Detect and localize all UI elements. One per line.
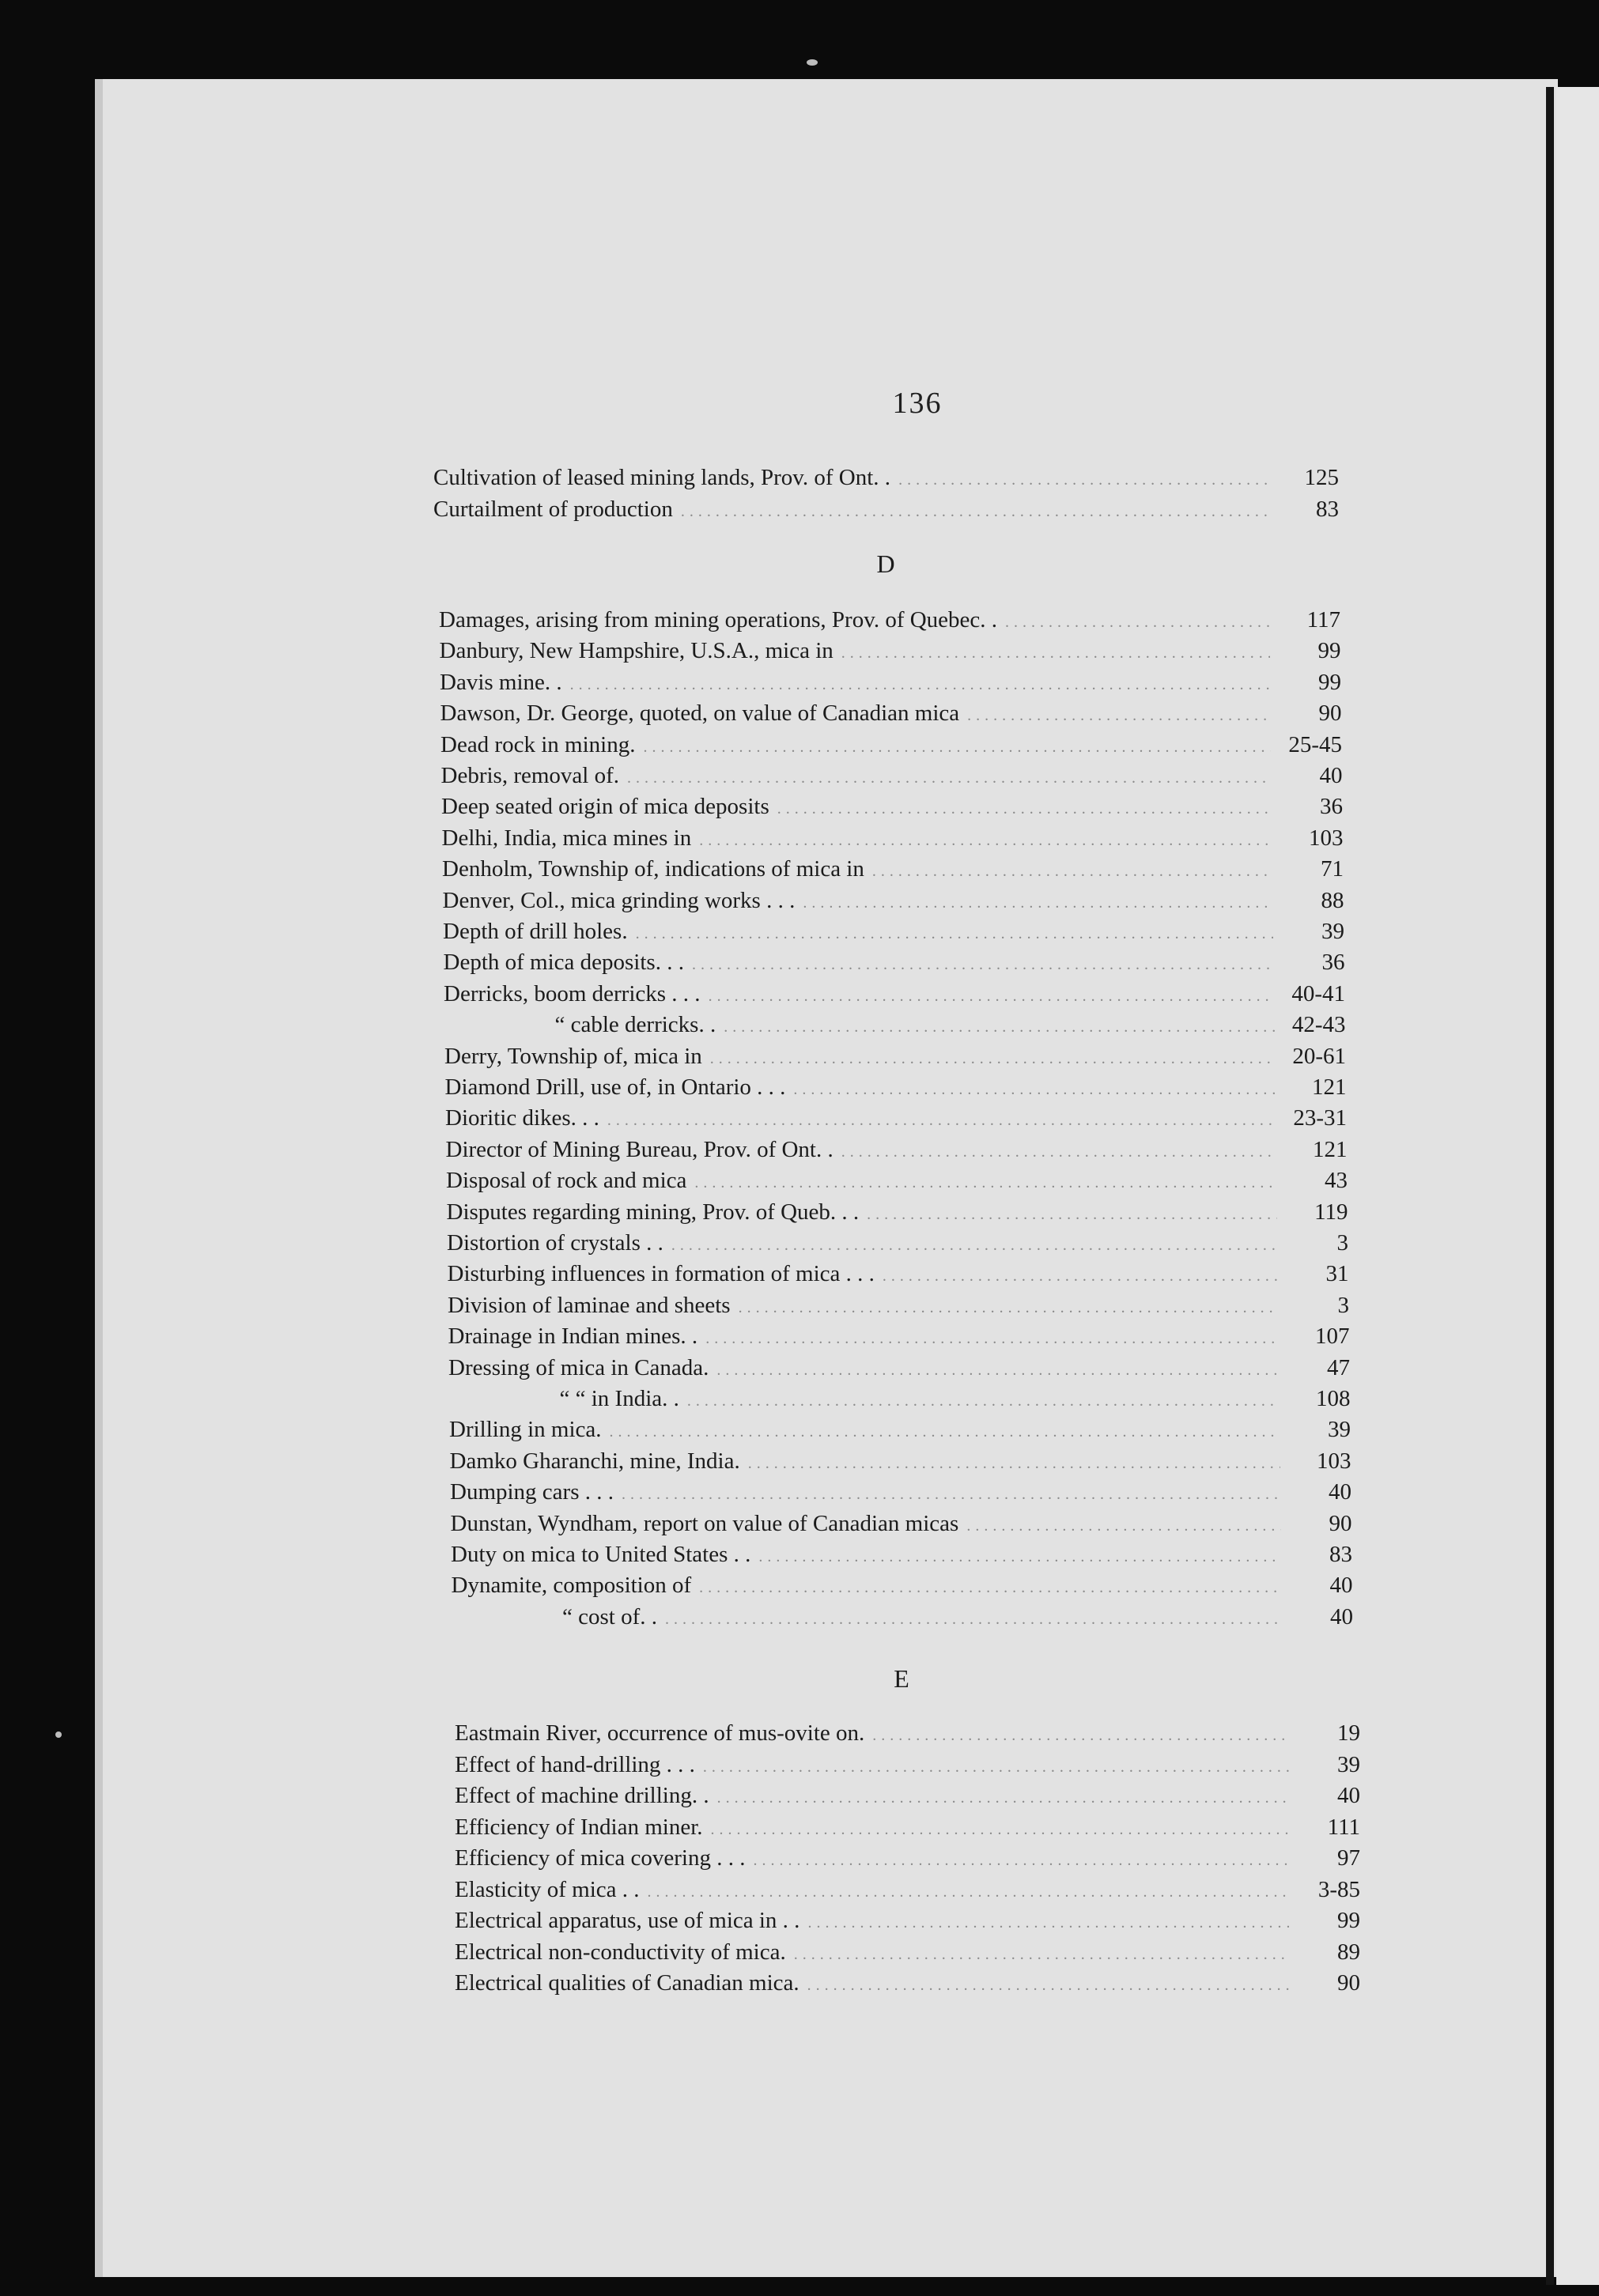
entry-label: Effect of hand-drilling . . . — [455, 1751, 695, 1777]
entry-page-ref: 40 — [1337, 1783, 1360, 1808]
index-entry — [443, 886, 1344, 916]
entry-page-ref: 39 — [1337, 1751, 1360, 1777]
dot-leader — [803, 888, 1272, 918]
dot-leader — [687, 1386, 1280, 1416]
entry-page-ref: 36 — [1321, 950, 1345, 976]
index-entry — [442, 823, 1344, 853]
entry-page-ref: 117 — [1306, 607, 1340, 633]
entry-page-ref: 36 — [1320, 794, 1343, 820]
dot-leader — [841, 1137, 1276, 1167]
index-entry — [455, 1875, 1360, 1905]
dot-leader — [699, 825, 1272, 855]
dot-leader — [681, 497, 1268, 527]
dot-leader — [610, 1417, 1280, 1447]
dot-leader — [699, 1573, 1281, 1603]
entry-page-ref: 40 — [1329, 1479, 1351, 1505]
dot-leader — [1005, 607, 1269, 637]
index-entry — [444, 979, 1345, 1009]
dot-leader — [648, 1877, 1289, 1907]
dot-leader — [883, 1261, 1278, 1291]
dot-leader — [793, 1074, 1275, 1105]
index-entry — [455, 1937, 1360, 1967]
dot-leader — [570, 670, 1270, 700]
entry-page-ref: 40-41 — [1291, 980, 1345, 1006]
index-entry — [455, 1750, 1360, 1780]
dot-leader — [627, 763, 1272, 793]
entry-page-ref: 3 — [1337, 1292, 1349, 1318]
index-entry — [451, 1509, 1352, 1539]
dot-leader — [607, 1105, 1276, 1135]
entry-label: Disturbing influences in formation of mica . . . — [447, 1261, 875, 1287]
entry-page-ref: 111 — [1327, 1814, 1360, 1840]
entry-label: Debris, removal of. — [440, 763, 619, 788]
entry-label: Depth of drill holes. — [443, 919, 628, 944]
entry-label: Distortion of crystals . . — [447, 1230, 663, 1256]
index-entry — [450, 1477, 1351, 1507]
index-entry — [444, 1010, 1346, 1040]
dot-leader — [872, 1720, 1289, 1750]
entry-label: Disputes regarding mining, Prov. of Queb. . . — [446, 1199, 860, 1225]
index-entry — [448, 1290, 1349, 1320]
entry-label: Derry, Township of, mica in — [444, 1043, 702, 1069]
entry-label: Efficiency of mica covering . . . — [455, 1845, 746, 1871]
entry-label: Electrical qualities of Canadian mica. — [455, 1970, 800, 1996]
entry-label: Electrical apparatus, use of mica in . . — [455, 1908, 800, 1933]
entry-label: Delhi, India, mica mines in — [441, 825, 692, 851]
entry-page-ref: 43 — [1325, 1168, 1348, 1194]
index-entry — [451, 1539, 1352, 1569]
index-entry — [448, 1353, 1350, 1383]
entry-page-ref: 25-45 — [1288, 731, 1342, 757]
entry-label: Davis mine. . — [440, 669, 562, 695]
index-entry — [449, 1414, 1351, 1444]
index-entry — [448, 1321, 1350, 1351]
dot-leader — [643, 732, 1271, 762]
entry-page-ref: 99 — [1337, 1908, 1360, 1933]
entry-page-ref: 83 — [1329, 1542, 1352, 1567]
dot-leader — [739, 1293, 1278, 1323]
entry-label: Director of Mining Bureau, Prov. of Ont. . — [445, 1136, 834, 1162]
entry-page-ref: 3 — [1336, 1230, 1348, 1256]
entry-label: Elasticity of mica . . — [455, 1876, 640, 1902]
entry-page-ref: 39 — [1321, 919, 1344, 944]
index-entry — [444, 947, 1345, 977]
entry-page-ref: 119 — [1314, 1199, 1348, 1225]
scan-speck — [807, 59, 818, 66]
entry-label: Dunstan, Wyndham, report on value of Canadian micas — [450, 1510, 959, 1536]
entry-label: Danbury, New Hampshire, U.S.A., mica in — [439, 638, 834, 664]
entry-label: Damko Gharanchi, mine, India. — [449, 1448, 740, 1474]
entry-page-ref: 23-31 — [1293, 1105, 1347, 1131]
entry-page-ref: 88 — [1321, 887, 1344, 913]
entry-page-ref: 71 — [1321, 856, 1344, 882]
entry-label: Denver, Col., mica grinding works . . . — [442, 887, 796, 913]
entry-label: Derricks, boom derricks . . . — [444, 980, 701, 1006]
entry-page-ref: 103 — [1317, 1448, 1351, 1474]
page-gutter — [1546, 87, 1554, 2285]
dot-leader — [717, 1783, 1289, 1813]
entry-page-ref: 40 — [1329, 1573, 1353, 1599]
dot-leader — [716, 1355, 1279, 1385]
entry-label: “ “ in India. . — [559, 1386, 679, 1411]
entry-page-ref: 103 — [1309, 825, 1344, 851]
dot-leader — [671, 1230, 1277, 1260]
entry-label: “ cable derricks. . — [554, 1012, 716, 1038]
index-entry — [452, 1570, 1353, 1600]
dot-leader — [872, 856, 1272, 886]
index-entry — [452, 1602, 1353, 1632]
index-entry — [443, 916, 1344, 946]
entry-page-ref: 20-61 — [1292, 1043, 1346, 1069]
entry-label: Division of laminae and sheets — [448, 1292, 731, 1318]
dot-leader — [777, 794, 1272, 824]
entry-label: Dead rock in mining. — [440, 731, 636, 757]
index-entry — [455, 1843, 1360, 1873]
index-entry — [447, 1197, 1348, 1227]
entry-page-ref: 31 — [1325, 1261, 1349, 1287]
entry-label: Denholm, Township of, indications of mica in — [442, 856, 864, 882]
dot-leader — [966, 1511, 1280, 1541]
entry-label: Drainage in Indian mines. . — [448, 1324, 698, 1350]
entry-label: Duty on mica to United States . . — [451, 1542, 751, 1567]
section-letter: D — [876, 549, 895, 578]
entry-page-ref: 97 — [1337, 1845, 1360, 1871]
entry-page-ref: 107 — [1315, 1324, 1350, 1350]
entry-page-ref: 47 — [1327, 1354, 1350, 1380]
entry-page-ref: 108 — [1316, 1386, 1351, 1411]
entry-label: Dioritic dikes. . . — [445, 1105, 599, 1131]
entry-label: Diamond Drill, use of, in Ontario . . . — [444, 1074, 786, 1100]
section-letter: E — [894, 1664, 909, 1693]
index-entry — [455, 1781, 1360, 1811]
dot-leader — [636, 919, 1273, 949]
entry-label: Effect of machine drilling. . — [455, 1783, 709, 1808]
entry-label: Cultivation of leased mining lands, Prov. of Ont. . — [433, 465, 891, 490]
page-number: 136 — [892, 387, 943, 420]
dot-leader — [665, 1604, 1282, 1634]
dot-leader — [705, 1324, 1278, 1354]
dot-leader — [748, 1448, 1280, 1478]
index-entry — [447, 1228, 1348, 1258]
entry-page-ref: 121 — [1312, 1074, 1347, 1100]
index-entry — [440, 698, 1342, 728]
dot-leader — [867, 1199, 1276, 1229]
dot-leader — [709, 981, 1274, 1011]
entry-label: Depth of mica deposits. . . — [443, 950, 684, 976]
entry-label: Electrical non-conductivity of mica. — [455, 1939, 786, 1965]
index-entry — [441, 791, 1343, 821]
dot-leader — [692, 950, 1274, 980]
dot-leader — [794, 1939, 1289, 1969]
index-entry — [442, 854, 1344, 884]
index-entry — [455, 1968, 1360, 1998]
dot-leader — [753, 1845, 1289, 1875]
entry-label: Deep seated origin of mica deposits — [441, 794, 769, 820]
index-entry — [439, 605, 1340, 635]
index-entry — [446, 1165, 1348, 1195]
entry-page-ref: 121 — [1313, 1136, 1348, 1162]
index-entry — [441, 761, 1343, 791]
entry-page-ref: 90 — [1337, 1970, 1360, 1996]
entry-label: “ cost of. . — [562, 1603, 657, 1629]
index-entry — [433, 494, 1339, 524]
entry-label: Curtailment of production — [433, 497, 673, 522]
dot-leader — [711, 1815, 1289, 1845]
index-entry — [440, 636, 1341, 666]
index-entry — [455, 1718, 1360, 1748]
index-entry — [450, 1446, 1351, 1476]
entry-label: Efficiency of Indian miner. — [455, 1814, 703, 1840]
index-entry — [449, 1384, 1351, 1414]
entry-page-ref: 99 — [1318, 669, 1341, 695]
entry-page-ref: 40 — [1319, 763, 1343, 788]
index-entry — [446, 1135, 1348, 1165]
index-entry — [445, 1103, 1347, 1133]
dot-leader — [703, 1752, 1289, 1782]
entry-page-ref: 42-43 — [1291, 1012, 1346, 1038]
dot-leader — [807, 1970, 1289, 2000]
entry-label: Dumping cars . . . — [450, 1479, 614, 1505]
dot-leader — [694, 1168, 1276, 1198]
entry-label: Dawson, Dr. George, quoted, on value of Canadian mica — [440, 701, 960, 727]
entry-label: Eastmain River, occurrence of mus-ovite on. — [455, 1720, 865, 1746]
dot-leader — [710, 1044, 1275, 1074]
entry-page-ref: 3-85 — [1317, 1876, 1360, 1902]
scan-speck — [55, 1731, 62, 1738]
entry-page-ref: 19 — [1337, 1720, 1360, 1746]
entry-page-ref: 39 — [1328, 1417, 1351, 1443]
dot-leader — [898, 465, 1268, 495]
entry-label: Damages, arising from mining operations, Prov. of Quebec. . — [439, 607, 998, 633]
entry-page-ref: 40 — [1330, 1603, 1353, 1629]
entry-label: Dynamite, composition of — [451, 1573, 692, 1599]
entry-page-ref: 83 — [1316, 497, 1339, 522]
index-entry — [455, 1812, 1360, 1842]
entry-label: Dressing of mica in Canada. — [448, 1354, 709, 1380]
entry-label: Disposal of rock and mica — [446, 1168, 687, 1194]
entry-page-ref: 89 — [1337, 1939, 1360, 1965]
entry-page-ref: 90 — [1318, 701, 1342, 727]
entry-page-ref: 99 — [1317, 638, 1341, 664]
entry-page-ref: 90 — [1329, 1510, 1352, 1536]
facing-page-edge — [1556, 87, 1599, 2285]
index-entry — [433, 463, 1339, 493]
index-entry — [440, 730, 1342, 760]
entry-page-ref: 125 — [1304, 465, 1339, 490]
dot-leader — [622, 1479, 1280, 1509]
dot-leader — [758, 1542, 1281, 1572]
dot-leader — [967, 701, 1270, 731]
index-entry — [455, 1905, 1360, 1935]
index-entry — [440, 667, 1341, 697]
index-entry — [448, 1259, 1349, 1289]
dot-leader — [841, 638, 1270, 668]
dot-leader — [724, 1012, 1274, 1042]
index-entry — [444, 1041, 1346, 1071]
dot-leader — [807, 1908, 1289, 1938]
index-entry — [445, 1072, 1347, 1102]
entry-label: Drilling in mica. — [449, 1417, 602, 1443]
